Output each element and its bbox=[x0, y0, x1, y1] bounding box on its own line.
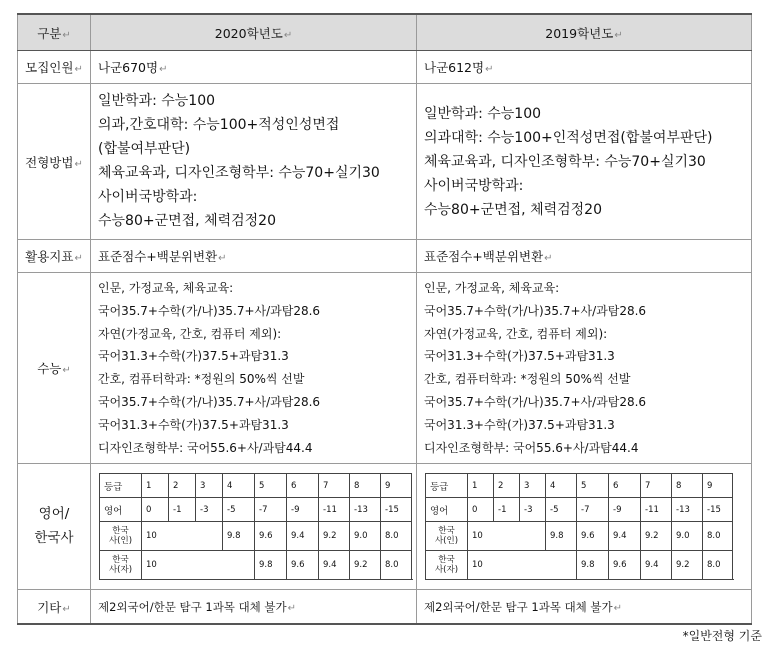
history-score: 8.0 bbox=[703, 522, 733, 551]
history-ja-label-line2: 사(자) bbox=[434, 565, 459, 576]
history-score: 10 bbox=[468, 522, 546, 551]
english-row-label: 영어 bbox=[100, 498, 142, 522]
grade-cell: 7 bbox=[641, 474, 672, 498]
history-ja-label-line1: 한국 bbox=[438, 555, 455, 566]
suneung-2020-line: 자연(가정교육, 간호, 컴퓨터 제외): bbox=[98, 326, 282, 341]
grade-cell: 3 bbox=[520, 474, 546, 498]
row-label: 모집인원↵ bbox=[18, 51, 91, 84]
english-score: -3 bbox=[196, 498, 223, 522]
cell-2019: 표준점수+백분위변환↵ bbox=[417, 240, 752, 273]
history-in-label-line1: 한국 bbox=[438, 526, 455, 537]
suneung-2019-line: 자연(가정교육, 간호, 컴퓨터 제외): bbox=[424, 326, 608, 341]
history-score: 9.2 bbox=[350, 551, 381, 580]
cell-2019 bbox=[417, 273, 752, 464]
english-row-label: 영어 bbox=[426, 498, 468, 522]
row-method bbox=[18, 84, 752, 240]
english-score: -1 bbox=[494, 498, 520, 522]
index-2020: 표준점수+백분위변환 bbox=[98, 249, 218, 264]
cell-2020 bbox=[91, 84, 417, 240]
row-recruit bbox=[18, 51, 752, 84]
history-ja-label bbox=[100, 551, 142, 580]
grade-cell: 2 bbox=[169, 474, 196, 498]
admission-comparison bbox=[17, 13, 751, 625]
cell-2020 bbox=[91, 273, 417, 464]
history-score: 9.6 bbox=[287, 551, 319, 580]
method-2019-line: 사이버국방학과: bbox=[424, 177, 524, 194]
history-score: 9.6 bbox=[255, 522, 287, 551]
history-in-label-line2: 사(인) bbox=[108, 536, 133, 547]
history-ja-label-line2: 사(자) bbox=[108, 565, 133, 576]
grade-cell: 5 bbox=[577, 474, 609, 498]
history-score: 10 bbox=[142, 522, 223, 551]
method-2019-line: 의과대학: 수능100+인적성면접(합불여부판단) bbox=[424, 129, 713, 146]
row-index bbox=[18, 240, 752, 273]
suneung-label: 수능 bbox=[37, 361, 62, 377]
grade-cell: 1 bbox=[142, 474, 169, 498]
english-label: 영어/ bbox=[38, 506, 70, 523]
etc-2019: 제2외국어/한문 탐구 1과목 대체 불가 bbox=[424, 599, 613, 614]
cell-2019: 나군612명↵ bbox=[417, 51, 752, 84]
grade-cell: 4 bbox=[223, 474, 255, 498]
cell-2019 bbox=[417, 464, 752, 590]
english-score: 0 bbox=[468, 498, 494, 522]
history-score: 9.6 bbox=[577, 522, 609, 551]
english-score: -7 bbox=[577, 498, 609, 522]
method-2020-line: 사이버국방학과: bbox=[98, 189, 198, 205]
grade-cell: 7 bbox=[319, 474, 350, 498]
etc-2020: 제2외국어/한문 탐구 1과목 대체 불가 bbox=[98, 599, 287, 614]
suneung-2019-line: 국어31.3+수학(가)37.5+과탐31.3 bbox=[424, 349, 615, 364]
method-2020-line: 일반학과: 수능100 bbox=[98, 93, 216, 109]
history-score: 9.4 bbox=[609, 522, 641, 551]
history-ja-label bbox=[426, 551, 468, 580]
history-score: 9.2 bbox=[641, 522, 672, 551]
suneung-2019-line: 국어31.3+수학(가)37.5+과탐31.3 bbox=[424, 417, 615, 432]
suneung-2020-line: 간호, 컴퓨터학과: *정원의 50%씩 선발 bbox=[98, 372, 305, 387]
english-score: -7 bbox=[255, 498, 287, 522]
footnote: *일반전형 기준 bbox=[682, 629, 762, 643]
grade-cell: 5 bbox=[255, 474, 287, 498]
method-2019-line: 일반학과: 수능100 bbox=[424, 105, 542, 122]
etc-label: 기타 bbox=[37, 599, 62, 615]
history-score: 10 bbox=[142, 551, 255, 580]
recruit-label: 모집인원 bbox=[25, 60, 74, 75]
grade-cell: 2 bbox=[494, 474, 520, 498]
method-2019-line: 체육교육과, 디자인조형학부: 수능70+실기30 bbox=[424, 153, 706, 170]
english-score: 0 bbox=[142, 498, 169, 522]
english-score: -1 bbox=[169, 498, 196, 522]
suneung-2019-line: 간호, 컴퓨터학과: *정원의 50%씩 선발 bbox=[424, 372, 631, 387]
history-score: 9.2 bbox=[319, 522, 350, 551]
cell-2020: 표준점수+백분위변환↵ bbox=[91, 240, 417, 273]
suneung-2020-line: 국어31.3+수학(가)37.5+과탐31.3 bbox=[98, 417, 289, 432]
history-score: 8.0 bbox=[381, 551, 412, 580]
index-label: 활용지표 bbox=[25, 249, 74, 264]
grade-cell: 8 bbox=[672, 474, 703, 498]
method-2020-line: 수능80+군면접, 체력검정20 bbox=[98, 213, 276, 229]
header-row bbox=[18, 14, 752, 51]
grade-cell: 6 bbox=[609, 474, 641, 498]
comparison-table bbox=[17, 13, 752, 625]
history-score: 9.8 bbox=[577, 551, 609, 580]
history-label: 한국사 bbox=[34, 529, 74, 546]
english-score: -15 bbox=[381, 498, 412, 522]
method-2019-line: 수능80+군면접, 체력검정20 bbox=[424, 201, 602, 218]
suneung-2019-line: 국어35.7+수학(가/나)35.7+사/과탐28.6 bbox=[424, 394, 647, 409]
row-label: 기타↵ bbox=[18, 590, 91, 624]
english-score: -15 bbox=[703, 498, 733, 522]
header-2019: 2019학년도↵ bbox=[417, 14, 752, 51]
grade-cell: 8 bbox=[350, 474, 381, 498]
cell-2019 bbox=[417, 84, 752, 240]
suneung-2020-line: 인문, 가정교육, 체육교육: bbox=[98, 281, 234, 295]
history-ja-label-line1: 한국 bbox=[112, 555, 129, 566]
suneung-2019-line: 디자인조형학부: 국어55.6+사/과탐44.4 bbox=[424, 440, 639, 455]
method-2020-line: 의과,간호대학: 수능100+적성인성면접 bbox=[98, 117, 340, 133]
grade-label: 등급 bbox=[100, 474, 142, 498]
header-2020-text: 2020학년도 bbox=[214, 25, 283, 41]
suneung-2020-line: 국어35.7+수학(가/나)35.7+사/과탐28.6 bbox=[98, 303, 321, 318]
row-label bbox=[18, 464, 91, 590]
english-score: -5 bbox=[223, 498, 255, 522]
row-english-history bbox=[18, 464, 752, 590]
suneung-2020-line: 국어31.3+수학(가)37.5+과탐31.3 bbox=[98, 349, 289, 364]
row-label: 수능↵ bbox=[18, 273, 91, 464]
suneung-2020-line: 디자인조형학부: 국어55.6+사/과탐44.4 bbox=[98, 440, 313, 455]
english-score: -13 bbox=[350, 498, 381, 522]
history-score: 9.8 bbox=[546, 522, 577, 551]
grade-table-2020 bbox=[99, 473, 412, 580]
english-score: -9 bbox=[609, 498, 641, 522]
history-score: 10 bbox=[468, 551, 577, 580]
method-2020-line: 체육교육과, 디자인조형학부: 수능70+실기30 bbox=[98, 165, 380, 181]
cell-2020 bbox=[91, 464, 417, 590]
suneung-2020-line: 국어35.7+수학(가/나)35.7+사/과탐28.6 bbox=[98, 394, 321, 409]
history-score: 8.0 bbox=[381, 522, 412, 551]
history-score: 9.0 bbox=[672, 522, 703, 551]
history-score: 9.4 bbox=[641, 551, 672, 580]
method-label: 전형방법 bbox=[25, 154, 74, 170]
grade-label: 등급 bbox=[426, 474, 468, 498]
history-in-label-line1: 한국 bbox=[112, 526, 129, 537]
recruit-2020: 나군670명 bbox=[98, 60, 159, 75]
row-etc bbox=[18, 590, 752, 624]
cell-2020: 나군670명↵ bbox=[91, 51, 417, 84]
history-score: 9.8 bbox=[223, 522, 255, 551]
english-score: -9 bbox=[287, 498, 319, 522]
history-score: 9.2 bbox=[672, 551, 703, 580]
index-2019: 표준점수+백분위변환 bbox=[424, 249, 544, 264]
header-2019-text: 2019학년도 bbox=[545, 25, 614, 41]
english-score: -11 bbox=[319, 498, 350, 522]
english-score: -11 bbox=[641, 498, 672, 522]
grade-cell: 9 bbox=[703, 474, 733, 498]
row-suneung bbox=[18, 273, 752, 464]
english-score: -13 bbox=[672, 498, 703, 522]
history-score: 9.6 bbox=[609, 551, 641, 580]
grade-table-2019 bbox=[425, 473, 733, 580]
grade-cell: 6 bbox=[287, 474, 319, 498]
history-score: 8.0 bbox=[703, 551, 733, 580]
header-category-text: 구분 bbox=[37, 25, 62, 41]
grade-cell: 9 bbox=[381, 474, 412, 498]
history-in-label-line2: 사(인) bbox=[434, 536, 459, 547]
recruit-2019: 나군612명 bbox=[424, 60, 485, 75]
suneung-2019-line: 인문, 가정교육, 체육교육: bbox=[424, 281, 560, 295]
grade-cell: 3 bbox=[196, 474, 223, 498]
english-score: -3 bbox=[520, 498, 546, 522]
cell-2020: 제2외국어/한문 탐구 1과목 대체 불가↵ bbox=[91, 590, 417, 624]
history-score: 9.4 bbox=[319, 551, 350, 580]
history-score: 9.4 bbox=[287, 522, 319, 551]
history-in-label bbox=[426, 522, 468, 551]
grade-cell: 1 bbox=[468, 474, 494, 498]
cell-2019: 제2외국어/한문 탐구 1과목 대체 불가↵ bbox=[417, 590, 752, 624]
header-category: 구분↵ bbox=[18, 14, 91, 51]
row-label: 전형방법↵ bbox=[18, 84, 91, 240]
history-in-label bbox=[100, 522, 142, 551]
suneung-2019-line: 국어35.7+수학(가/나)35.7+사/과탐28.6 bbox=[424, 303, 647, 318]
header-2020: 2020학년도↵ bbox=[91, 14, 417, 51]
english-score: -5 bbox=[546, 498, 577, 522]
grade-cell: 4 bbox=[546, 474, 577, 498]
history-score: 9.8 bbox=[255, 551, 287, 580]
row-label: 활용지표↵ bbox=[18, 240, 91, 273]
history-score: 9.0 bbox=[350, 522, 381, 551]
method-2020-line: (합불여부판단) bbox=[98, 141, 191, 157]
